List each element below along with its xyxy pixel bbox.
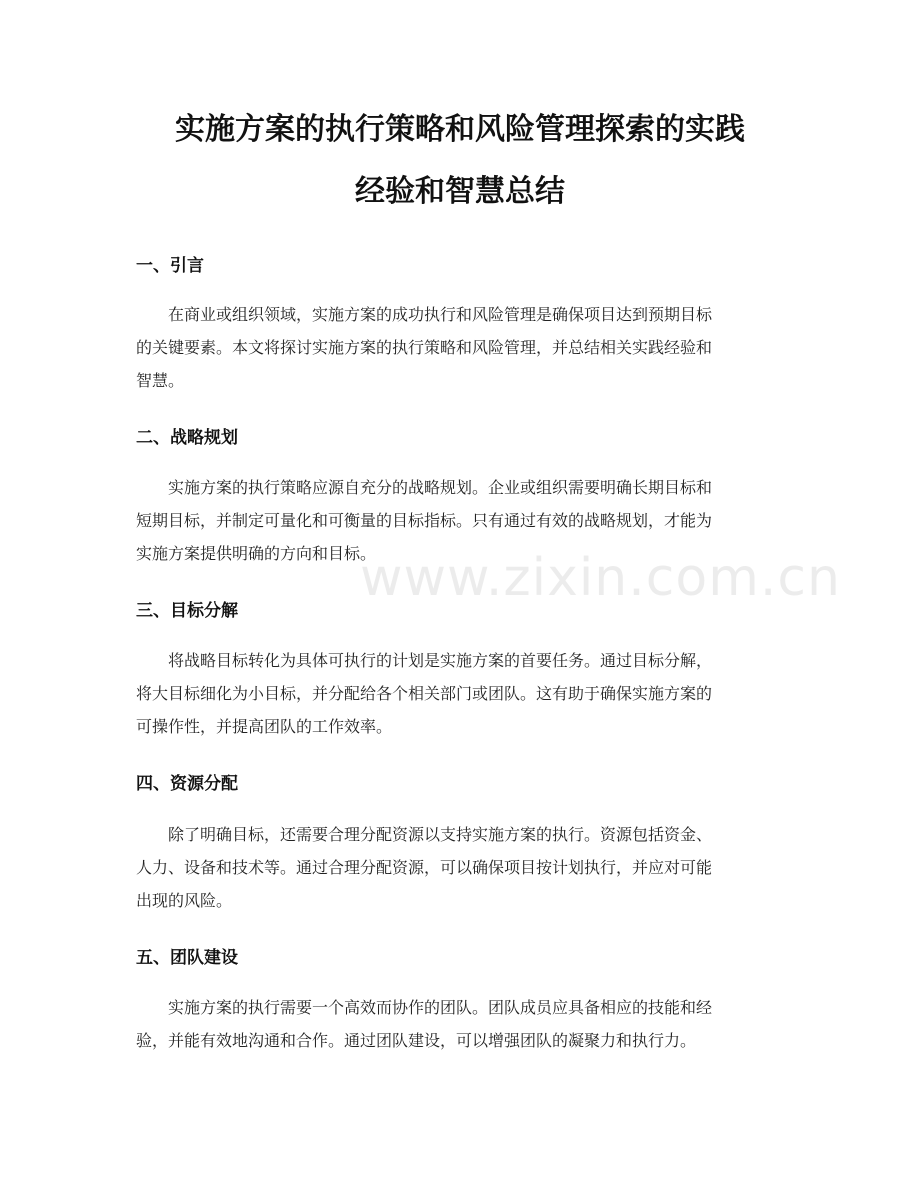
- section-paragraph-team-building: [136, 991, 786, 1057]
- section-heading-introduction: 一、引言: [136, 256, 204, 276]
- section-paragraph-strategy-planning: [136, 471, 786, 570]
- document-title-line-2: 经验和智慧总结: [355, 174, 565, 209]
- paragraph-line: 实施方案提供明确的方向和目标。: [136, 544, 377, 563]
- paragraph-line: 短期目标，并制定可量化和可衡量的目标指标。只有通过有效的战略规划，才能为: [136, 511, 713, 530]
- document-title-line-1: 实施方案的执行策略和风险管理探索的实践: [175, 112, 745, 147]
- paragraph-line: 验，并能有效地沟通和合作。通过团队建设，可以增强团队的凝聚力和执行力。: [136, 1031, 697, 1050]
- section-heading-strategy-planning: 二、战略规划: [136, 428, 238, 448]
- section-paragraph-introduction: [136, 298, 786, 397]
- paragraph-line: 将大目标细化为小目标，并分配给各个相关部门或团队。这有助于确保实施方案的: [136, 684, 713, 703]
- paragraph-line: 人力、设备和技术等。通过合理分配资源，可以确保项目按计划执行，并应对可能: [136, 858, 713, 877]
- section-heading-goal-breakdown: 三、目标分解: [136, 601, 238, 621]
- paragraph-line: 实施方案的执行策略应源自充分的战略规划。企业或组织需要明确长期目标和: [168, 478, 713, 497]
- section-heading-team-building: 五、团队建设: [136, 948, 238, 968]
- paragraph-line: 在商业或组织领域，实施方案的成功执行和风险管理是确保项目达到预期目标: [168, 305, 713, 324]
- paragraph-line: 出现的风险。: [136, 891, 233, 910]
- section-paragraph-goal-breakdown: [136, 644, 786, 743]
- section-paragraph-resource-allocation: [136, 818, 786, 917]
- paragraph-line: 智慧。: [136, 371, 185, 390]
- section-heading-resource-allocation: 四、资源分配: [136, 774, 238, 794]
- paragraph-line: 的关键要素。本文将探讨实施方案的执行策略和风险管理，并总结相关实践经验和: [136, 338, 713, 357]
- paragraph-line: 将战略目标转化为具体可执行的计划是实施方案的首要任务。通过目标分解，: [168, 651, 713, 670]
- paragraph-line: 实施方案的执行需要一个高效而协作的团队。团队成员应具备相应的技能和经: [168, 998, 713, 1017]
- paragraph-line: 除了明确目标，还需要合理分配资源以支持实施方案的执行。资源包括资金、: [168, 825, 713, 844]
- paragraph-line: 可操作性，并提高团队的工作效率。: [136, 717, 393, 736]
- watermark: www.zixin.com.cn: [360, 548, 841, 608]
